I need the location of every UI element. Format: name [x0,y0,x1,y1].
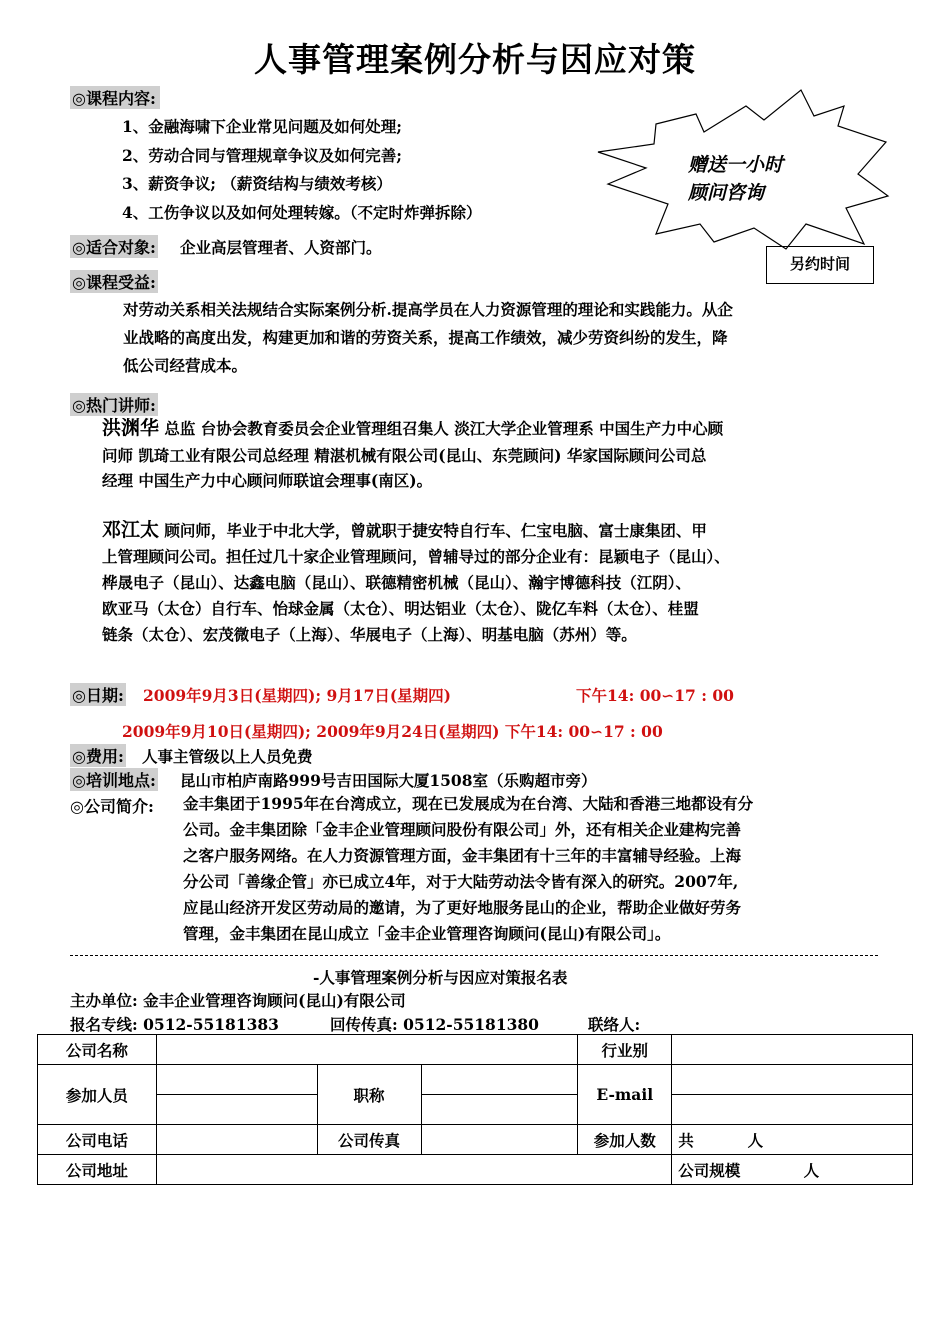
form-organizer: 主办单位: 金丰企业管理咨询顾问(昆山)有限公司 [70,991,406,1010]
appointment-box: 另约时间 [766,246,874,284]
page-title: 人事管理案例分析与因应对策 [254,40,696,79]
fee-header: ◎费用: [70,744,126,767]
company-fax-field[interactable] [421,1125,578,1155]
company-line-6: 管理，金丰集团在昆山成立「金丰企业管理咨询顾问(昆山)有限公司」。 [183,924,671,943]
benefit-line-2: 业战略的高度出发，构建更加和谐的劳资关系，提高工作绩效，减少劳资纠纷的发生，降 [123,328,728,347]
label-industry: 行业别 [578,1035,672,1065]
benefit-line-1: 对劳动关系相关法规结合实际案例分析.提高学员在人力资源管理的理论和实践能力。从企 [123,300,733,319]
course-item-2: 2、劳动合同与管理规章争议及如何完善; [122,146,403,165]
phone-field[interactable] [156,1125,317,1155]
company-line-1: 金丰集团于1995年在台湾成立，现在已发展成为在台湾、大陆和香港三地都设有分 [183,794,754,813]
company-name-field[interactable] [156,1035,577,1065]
audience-text: 企业高层管理者、人资部门。 [180,238,382,257]
label-count: 参加人数 [578,1125,672,1155]
email-field-1[interactable] [672,1065,913,1095]
label-address: 公司地址 [38,1155,157,1185]
scale-unit: 人 [803,1160,820,1180]
company-line-5: 应昆山经济开发区劳动局的邀请，为了更好地服务昆山的企业，帮助企业做好劳务 [183,898,742,917]
email-field-2[interactable] [672,1095,913,1125]
attendee-field-2[interactable] [156,1095,317,1125]
company-line-4: 分公司「善缘企管」亦已成立4年，对于大陆劳动法令皆有深入的研究。2007年, [183,872,739,891]
form-contact: 联络人: [588,1015,641,1034]
label-scale: 公司规模 [678,1160,741,1180]
scale-cell[interactable] [672,1155,913,1185]
burst-line-1: 赠送一小时 [688,154,784,176]
industry-field[interactable] [672,1035,913,1065]
benefit-header: ◎课程受益: [70,270,158,293]
form-title: -人事管理案例分析与因应对策报名表 [313,968,568,987]
company-line-2: 公司。金丰集团除「金丰企业管理顾问股份有限公司」外，还有相关企业建构完善 [183,820,742,839]
course-item-1: 1、金融海啸下企业常见问题及如何处理; [122,117,403,136]
lecturers-header: ◎热门讲师: [70,393,158,416]
course-header: ◎课程内容: [70,86,160,109]
company-line-3: 之客户服务网络。在人力资源管理方面，金丰集团有十三年的丰富辅导经验。上海 [183,846,742,865]
label-email: E-mail [578,1065,672,1125]
cut-line-divider [70,955,878,956]
venue-text: 昆山市柏庐南路999号吉田国际大厦1508室（乐购超市旁） [180,771,597,790]
job-title-field-1[interactable] [421,1065,578,1095]
lecturer-1-line-1: 洪渊华 总监 台协会教育委员会企业管理组召集人 淡江大学企业管理系 中国生产力中心顾 [102,417,724,439]
lecturer-1-line-2: 问师 凯琦工业有限公司总经理 精湛机械有限公司(昆山、东莞顾问) 华家国际顾问公司总 [102,446,707,465]
attendee-field-1[interactable] [156,1065,317,1095]
company-header: ◎公司简介: [70,797,154,816]
label-phone: 公司电话 [38,1125,157,1155]
date-line-2: 2009年9月10日(星期四); 2009年9月24日(星期四) 下午14: 00∽17 : 00 [122,722,663,741]
date-line-1: 2009年9月3日(星期四); 9月17日(星期四) [143,686,452,705]
label-job-title: 职称 [317,1065,421,1125]
lecturer-2-name: 邓江太 [102,519,160,541]
registration-table [37,1034,913,1185]
lecturer-1-line-3: 经理 中国生产力中心顾问师联谊会理事(南区)。 [102,471,433,490]
course-item-4: 4、工伤争议以及如何处理转嫁。（不定时炸弹拆除） [122,203,482,222]
form-fax: 回传传真: 0512-55181380 [330,1015,539,1034]
fee-text: 人事主管级以上人员免费 [142,747,313,766]
label-attendees: 参加人员 [38,1065,157,1125]
audience-header: ◎适合对象: [70,235,158,258]
count-field[interactable]: 共 人 [672,1125,913,1155]
burst-line-2: 顾问咨询 [688,182,765,204]
date-time-1: 下午14: 00∽17 : 00 [576,686,734,705]
job-title-field-2[interactable] [421,1095,578,1125]
label-company-name: 公司名称 [38,1035,157,1065]
course-item-3: 3、薪资争议; （薪资结构与绩效考核） [122,174,392,193]
form-hotline: 报名专线: 0512-55181383 [70,1015,279,1034]
lecturer-2-line-5: 链条（太仓）、宏茂微电子（上海）、华展电子（上海）、明基电脑（苏州）等。 [102,625,637,644]
label-company-fax: 公司传真 [317,1125,421,1155]
venue-header: ◎培训地点: [70,768,158,791]
lecturer-2-line-4: 欧亚马（太仓）自行车、怡球金属（太仓）、明达铝业（太仓）、陇亿车料（太仓）、桂盟 [102,599,699,618]
lecturer-1-name: 洪渊华 [102,417,160,439]
address-field[interactable] [156,1155,671,1185]
lecturer-2-line-2: 上管理顾问公司。担任过几十家企业管理顾问，曾辅导过的部分企业有：昆颖电子（昆山）、 [102,547,730,566]
date-header: ◎日期: [70,683,126,706]
lecturer-2-line-3: 桦晟电子（昆山）、达鑫电脑（昆山）、联德精密机械（昆山）、瀚宇博德科技（江阴）、 [102,573,692,592]
benefit-line-3: 低公司经营成本。 [123,356,248,375]
lecturer-2-line-1: 邓江太 顾问师，毕业于中北大学，曾就职于捷安特自行车、仁宝电脑、富士康集团、甲 [102,519,707,541]
